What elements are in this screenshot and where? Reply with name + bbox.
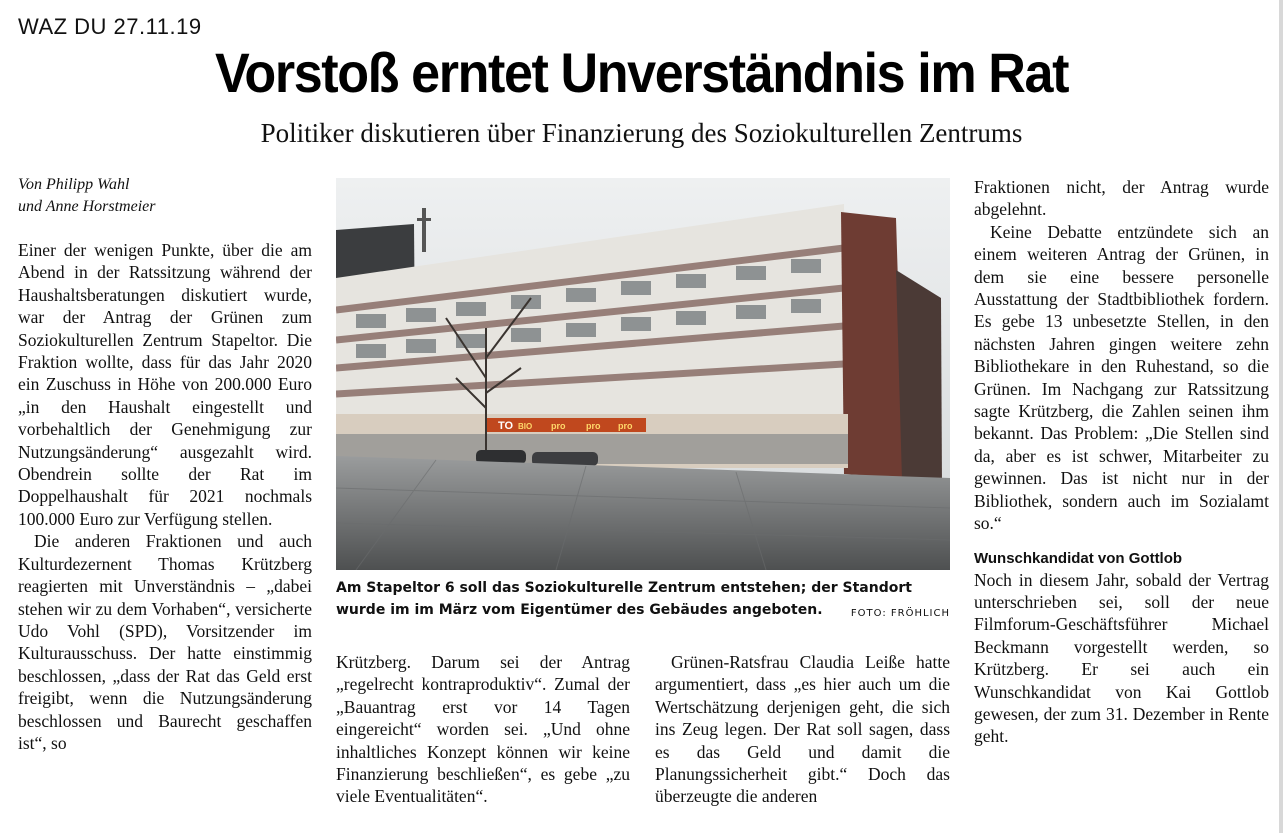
column-4 bbox=[974, 176, 1269, 748]
photo-credit: FOTO: FRÖHLICH bbox=[850, 608, 950, 619]
paragraph: Keine Debatte entzündete sich an einem weiteren Antrag der Grünen, in dem sie eine bessere personelle Ausstattung der Stadtbibliothek fordern. Es gebe 13 unbesetzte Stellen, in den nächsten Jahren gingen weitere zehn Bibliothekare in den Ruhestand, so die Grünen. Im Nachgang zur Ratssitzung sagte Krützberg, die Zahlen seinen ihm bekannt. Das Problem: „Die Stellen sind da, aber es ist schwer, Mitarbeiter zu gewinnen. Das ist nicht nur in der Bibliothek, sondern auch im Sozialamt so.“ bbox=[974, 221, 1269, 534]
paragraph: Noch in diesem Jahr, sobald der Vertrag unterschrieben sei, soll der neue Filmforum-Geschäftsführer Michael Beckmann vorgestellt werden, so Krützberg. Er sei auch ein Wunschkandidat von Kai Gottlob gewesen, der zum 31. Dezember in Rente geht. bbox=[974, 569, 1269, 747]
headline: Vorstoß erntet Unverständnis im Rat bbox=[214, 41, 1069, 104]
byline bbox=[18, 174, 312, 218]
shop-sign: pro bbox=[551, 421, 566, 431]
paragraph: Einer der wenigen Punkte, über die am Abend in der Ratssitzung während der Haushaltsberatungen diskutiert wurde, war der Antrag der Grünen zum Soziokulturellen Zentrum Stapeltor. Die Fraktion wollte, dass für das Jahr 2020 ein Zuschuss in Höhe von 200.000 Euro „in den Haushalt eingestellt und vorbehaltlich der Genehmigung zur Nutzungsänderung“ ausgezahlt wird. Obendrein sollte der Rat im Doppelhaushalt für 2021 nochmals 100.000 Euro zur Verfügung stellen. bbox=[18, 240, 312, 529]
paragraph: Die anderen Fraktionen und auch Kulturdezernent Thomas Krützberg reagierten mit Unverständnis – „dabei stehen wir zu dem Vorhaben“, versicherte Udo Vohl (SPD), Vorsitzender im Kulturausschuss. Der hatte einstimmig beschlossen, „dass der Rat das Geld erst freigibt, wenn die Nutzungsänderung beschlossen und Baurecht geschaffen ist“, so bbox=[18, 531, 312, 753]
paragraph: Grünen-Ratsfrau Claudia Leiße hatte argumentiert, dass „es hier auch um die Wertschätzung derjenigen geht, die sich ins Zeug legen. Der Rat soll sagen, dass es das Geld und damit die Planungssicherheit gibt.“ Doch das überzeugte die anderen bbox=[655, 652, 950, 807]
source-date-label: WAZ DU 27.11.19 bbox=[18, 14, 202, 39]
building-photo-graphic bbox=[336, 178, 950, 570]
byline-line-1: Von Philipp Wahl bbox=[18, 176, 130, 193]
byline-line-2: und Anne Horstmeier bbox=[18, 198, 156, 215]
subheadline: Politiker diskutieren über Finanzierung des Soziokulturellen Zentrums bbox=[260, 118, 1023, 148]
paragraph: Fraktionen nicht, der Antrag wurde abgelehnt. bbox=[974, 177, 1269, 220]
shop-sign: pro bbox=[618, 421, 633, 431]
caption-text: Am Stapeltor 6 soll das Soziokulturelle Zentrum entstehen; der Standort wurde im im März vom Eigentümer des Gebäudes angeboten. bbox=[336, 580, 912, 618]
crosshead: Wunschkandidat von Gottlob bbox=[974, 549, 1183, 567]
photo-caption bbox=[336, 577, 950, 625]
shop-sign: BIO bbox=[518, 422, 533, 431]
shop-sign: pro bbox=[586, 421, 601, 431]
article-photo bbox=[336, 178, 950, 570]
paragraph: Krützberg. Darum sei der Antrag „regelrecht kontraproduktiv“. Zumal der „Bauantrag erst vor 14 Tagen eingereicht“ worden sei. „Und ohne inhaltliches Konzept können wir keine Finanzierung beschließen“, es gebe „zu viele Eventualitäten“. bbox=[336, 652, 630, 807]
column-2 bbox=[336, 651, 630, 808]
shop-sign: TO bbox=[498, 420, 514, 432]
column-3 bbox=[655, 651, 950, 808]
column-1 bbox=[18, 174, 312, 754]
